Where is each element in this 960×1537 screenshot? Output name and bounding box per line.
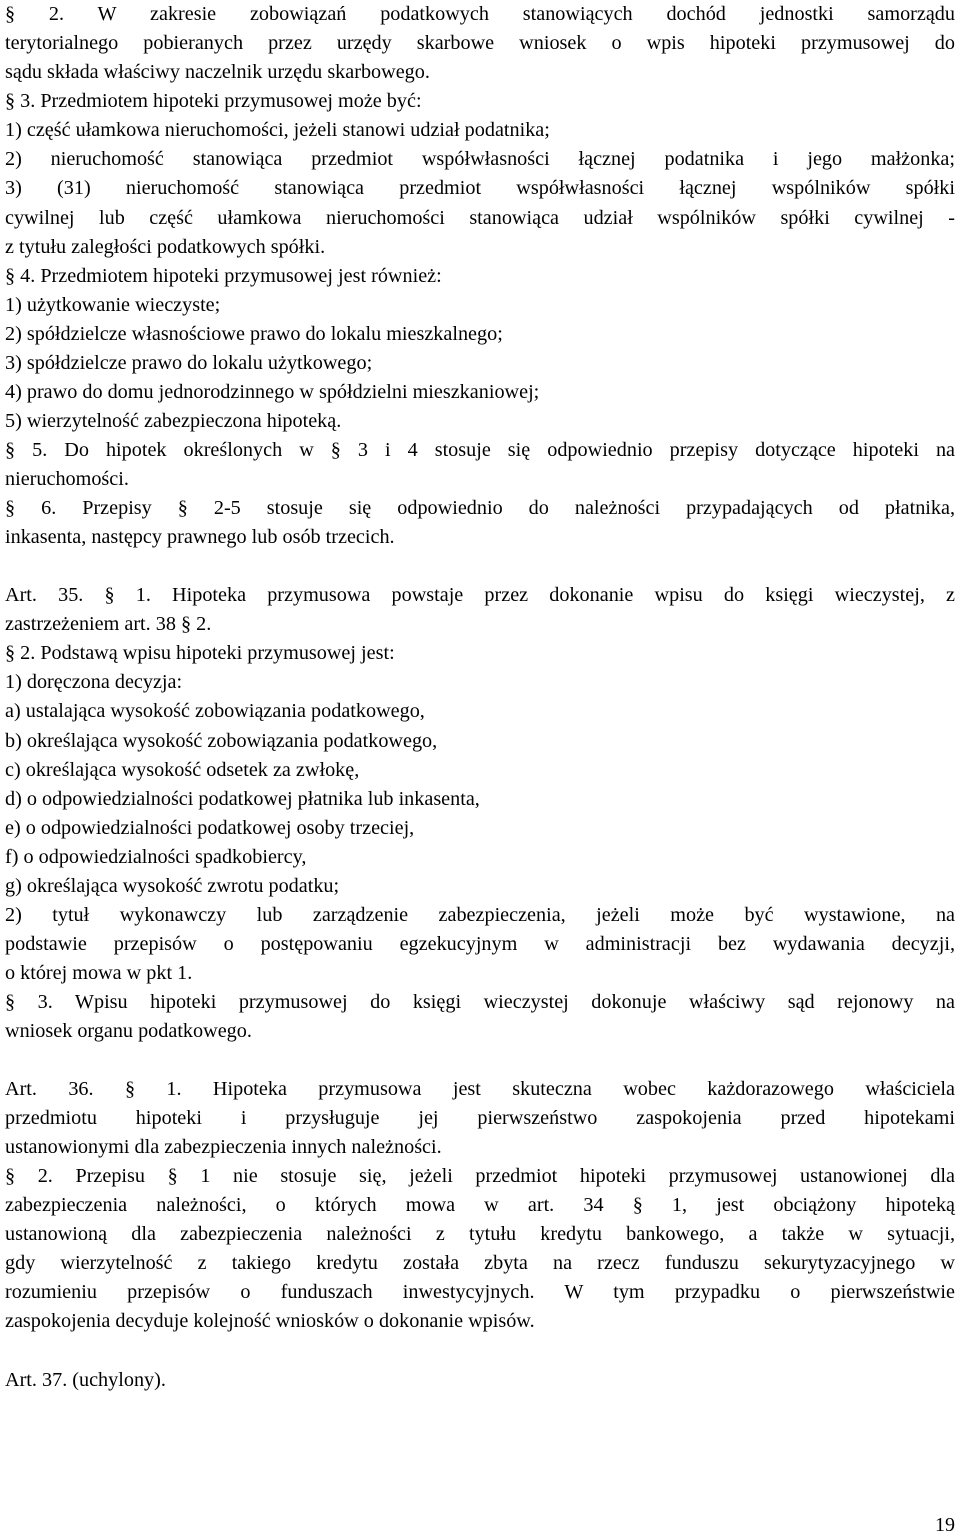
text-line: z tytułu zaległości podatkowych spółki. bbox=[5, 236, 326, 258]
text-line: 3) (31) nieruchomość stanowiąca przedmiot współwłasności łącznej wspólników spółki bbox=[5, 177, 955, 199]
text-line: e) o odpowiedzialności podatkowej osoby trzeciej, bbox=[5, 817, 415, 839]
text-line: Art. 36. § 1. Hipoteka przymusowa jest skuteczna wobec każdorazowego właściciela bbox=[5, 1078, 955, 1100]
text-line: § 6. Przepisy § 2-5 stosuje się odpowiednio do należności przypadających od płatnika, bbox=[5, 497, 955, 519]
text-line: inkasenta, następcy prawnego lub osób trzecich. bbox=[5, 526, 395, 548]
text-line: zabezpieczenia należności, o których mowa w art. 34 § 1, jest obciążony hipoteką bbox=[5, 1194, 955, 1216]
text-line: § 3. Przedmiotem hipoteki przymusowej może być: bbox=[5, 90, 422, 112]
text-line: podstawie przepisów o postępowaniu egzekucyjnym w administracji bez wydawania decyzji, bbox=[5, 933, 955, 955]
text-line: sądu składa właściwy naczelnik urzędu skarbowego. bbox=[5, 61, 430, 83]
text-line: § 4. Przedmiotem hipoteki przymusowej jest również: bbox=[5, 265, 442, 287]
text-line: 2) nieruchomość stanowiąca przedmiot współwłasności łącznej podatnika i jego małżonka; bbox=[5, 148, 955, 170]
text-line: § 2. Podstawą wpisu hipoteki przymusowej jest: bbox=[5, 642, 395, 664]
text-line: przedmiotu hipoteki i przysługuje jej pierwszeństwo zaspokojenia przed hipotekami bbox=[5, 1107, 955, 1129]
text-line: ustanowioną dla zabezpieczenia należności z tytułu kredytu bankowego, a także w sytuacji, bbox=[5, 1223, 955, 1245]
text-line: 5) wierzytelność zabezpieczona hipoteką. bbox=[5, 410, 342, 432]
text-line: b) określająca wysokość zobowiązania podatkowego, bbox=[5, 730, 438, 752]
text-line: g) określająca wysokość zwrotu podatku; bbox=[5, 875, 340, 897]
text-line: zastrzeżeniem art. 38 § 2. bbox=[5, 613, 212, 635]
text-line: nieruchomości. bbox=[5, 468, 129, 490]
page-number: 19 bbox=[935, 1514, 955, 1536]
text-line: Art. 35. § 1. Hipoteka przymusowa powstaje przez dokonanie wpisu do księgi wieczystej, z bbox=[5, 584, 955, 606]
text-line: terytorialnego pobieranych przez urzędy skarbowe wniosek o wpis hipoteki przymusowej do bbox=[5, 32, 955, 54]
text-line: 1) część ułamkowa nieruchomości, jeżeli stanowi udział podatnika; bbox=[5, 119, 550, 141]
text-line: 2) tytuł wykonawczy lub zarządzenie zabezpieczenia, jeżeli może być wystawione, na bbox=[5, 904, 955, 926]
text-line: a) ustalająca wysokość zobowiązania podatkowego, bbox=[5, 700, 425, 722]
text-line: 1) użytkowanie wieczyste; bbox=[5, 294, 221, 316]
text-line: rozumieniu przepisów o funduszach inwestycyjnych. W tym przypadku o pierwszeństwie bbox=[5, 1281, 955, 1303]
text-line: ustanowionymi dla zabezpieczenia innych należności. bbox=[5, 1136, 442, 1158]
text-line: c) określająca wysokość odsetek za zwłokę, bbox=[5, 759, 360, 781]
text-line: 2) spółdzielcze własnościowe prawo do lokalu mieszkalnego; bbox=[5, 323, 503, 345]
text-line: § 2. W zakresie zobowiązań podatkowych stanowiących dochód jednostki samorządu bbox=[5, 3, 955, 25]
text-line: cywilnej lub część ułamkowa nieruchomości stanowiąca udział wspólników spółki cywilnej - bbox=[5, 207, 955, 229]
text-line: wniosek organu podatkowego. bbox=[5, 1020, 252, 1042]
text-line: Art. 37. (uchylony). bbox=[5, 1369, 166, 1391]
text-line: 3) spółdzielcze prawo do lokalu użytkowego; bbox=[5, 352, 373, 374]
text-line: zaspokojenia decyduje kolejność wniosków o dokonanie wpisów. bbox=[5, 1310, 535, 1332]
text-line: gdy wierzytelność z takiego kredytu została zbyta na rzecz funduszu sekurytyzacyjnego w bbox=[5, 1252, 955, 1274]
text-line: o której mowa w pkt 1. bbox=[5, 962, 193, 984]
text-line: 1) doręczona decyzja: bbox=[5, 671, 183, 693]
text-line: § 3. Wpisu hipoteki przymusowej do księgi wieczystej dokonuje właściwy sąd rejonowy na bbox=[5, 991, 955, 1013]
text-line: d) o odpowiedzialności podatkowej płatnika lub inkasenta, bbox=[5, 788, 480, 810]
text-line: 4) prawo do domu jednorodzinnego w spółdzielni mieszkaniowej; bbox=[5, 381, 540, 403]
text-line: f) o odpowiedzialności spadkobiercy, bbox=[5, 846, 307, 868]
text-line: § 5. Do hipotek określonych w § 3 i 4 stosuje się odpowiednio przepisy dotyczące hipoteki na bbox=[5, 439, 955, 461]
text-line: § 2. Przepisu § 1 nie stosuje się, jeżeli przedmiot hipoteki przymusowej ustanowionej dla bbox=[5, 1165, 955, 1187]
